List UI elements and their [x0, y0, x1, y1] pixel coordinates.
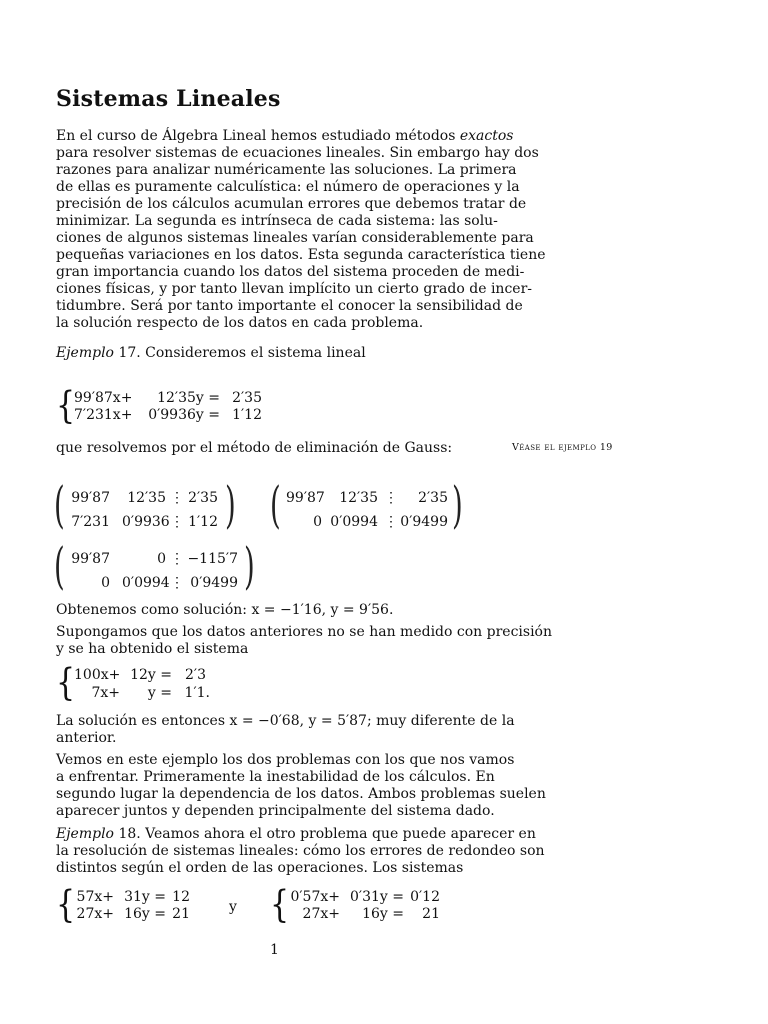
- gauss-text: que resolvemos por el método de eliminación de Gauss:: [56, 440, 453, 456]
- suppose-paragraph: Supongamos que los datos anteriores no se han medido con precisión y se ha obtenido el sistema: [56, 624, 552, 657]
- right-paren-icon: ): [452, 476, 463, 534]
- left-paren-icon: (: [270, 476, 281, 534]
- right-paren-icon: ): [244, 537, 255, 595]
- conjunction: y: [229, 899, 237, 915]
- intro-line: minimizar. La segunda es intrínseca de cada sistema: las solu-: [56, 213, 498, 229]
- page-number: 1: [270, 942, 279, 958]
- intro-line: ciones físicas, y por tanto llevan implícito un cierto grado de incer-: [56, 281, 532, 297]
- page-title: Sistemas Lineales: [56, 86, 281, 112]
- intro-line: pequeñas variaciones en los datos. Esta segunda característica tiene: [56, 247, 546, 263]
- example-17-heading: Ejemplo 17. Consideremos el sistema lineal: [56, 345, 366, 361]
- intro-line: la solución respecto de los datos en cada problema.: [56, 315, 424, 331]
- intro-line: precisión de los cálculos acumulan errores que debemos tratar de: [56, 196, 527, 212]
- left-brace-icon: {: [270, 883, 290, 927]
- left-brace-icon: {: [56, 384, 76, 428]
- intro-line: para resolver sistemas de ecuaciones lineales. Sin embargo hay dos: [56, 145, 539, 161]
- left-paren-icon: (: [54, 537, 65, 595]
- intro-line: razones para analizar numéricamente las soluciones. La primera: [56, 162, 517, 178]
- left-brace-icon: {: [56, 661, 76, 705]
- intro-line: de ellas es puramente calculística: el número de operaciones y la: [56, 179, 520, 195]
- left-brace-icon: {: [56, 883, 76, 927]
- right-paren-icon: ): [225, 476, 236, 534]
- intro-line: tidumbre. Será por tanto importante el conocer la sensibilidad de: [56, 298, 523, 314]
- intro-line: gran importancia cuando los datos del sistema proceden de medi-: [56, 264, 525, 280]
- solution-2-paragraph: La solución es entonces x = −0′68, y = 5′87; muy diferente de la anterior.: [56, 713, 515, 746]
- intro-line: En el curso de Álgebra Lineal hemos estudiado métodos exactos: [56, 128, 514, 144]
- margin-note: Véase el ejemplo 19: [512, 442, 613, 453]
- example-18-paragraph: Ejemplo 18. Veamos ahora el otro problema que puede aparecer en la resolución de sistemas lineales: cómo los errores de redondeo son distintos según el orden de las operaciones. Los sistemas: [56, 826, 545, 876]
- problems-paragraph: Vemos en este ejemplo los dos problemas con los que nos vamos a enfrentar. Primeramente la inestabilidad de los cálculos. En segundo lugar la dependencia de los datos. Ambos problemas suelen aparecer juntos y dependen principalmente del sistema dado.: [56, 752, 546, 819]
- solution-text: Obtenemos como solución: x = −1′16, y = 9′56.: [56, 602, 394, 618]
- intro-paragraph: [56, 128, 546, 332]
- left-paren-icon: (: [54, 476, 65, 534]
- document-page: Sistemas Lineales En el curso de Álgebra Lineal hemos estudiado métodos exactos para resolver sistemas de ecuaciones lineales. Sin embargo hay dos razones para analizar numéricamente las soluciones. La primera de ellas es puramente calculística: el número de operaciones y la precisión de los cálculos acumulan errores que debemos tratar de minimizar. La segunda es intrínseca de cada sistema: las solu- ciones de algunos sistemas lineales varían considerablemente para pequeñas variaciones en los datos. Esta segunda característica tiene gran importancia cuando los datos del sistema proceden de medi- ciones físicas, y por tanto llevan implícito un cierto grado de incer- tidumbre. Será por tanto importante el conocer la sensibilidad de la solución respecto de los datos en cada problema. Ejemplo 17. Consideremos el sistema lineal { 99′87x+ 12′35y = 2′35 7′231x+ 0′9936y = 1′12 que resolvemos por el método de eliminación de Gauss: Véase el ejemplo 19 ( 99′87 12′35 ⋮ 2′35 7′231 0′9936 ⋮ 1′12 ) ( 99′87 12′35 ⋮ 2′35 0 0′0994 ⋮ 0′9499 ) ( 99′87 0 ⋮ −115′7 0 0′0994 ⋮ 0′9499 ) Obtenemos como solución: x = −1′16, y = 9′56. Supongamos que los datos anteriores no se han medido con precisión y se ha obtenido el sistema { 100x+ 12y = 2′3 7x+ y = 1′1. La solución es entonces x = −0′68, y = 5′87; muy diferente de la anterior. Vemos en este ejemplo los dos problemas con los que nos vamos a enfrentar. Primeramente la inestabilidad de los cálculos. En segundo lugar la dependencia de los datos. Ambos problemas suelen aparecer juntos y dependen principalmente del sistema dado. Ejemplo 18. Veamos ahora el otro problema que puede aparecer en la resolución de sistemas lineales: cómo los errores de redondeo son distintos según el orden de las operaciones. Los sistemas { 57x+ 31y = 12 27x+ 16y = 21 y { 0′57x+ 0′31y = 0′12 27x+ 16y = 21 1: [54, 86, 613, 958]
- intro-line: ciones de algunos sistemas lineales varían considerablemente para: [56, 230, 534, 246]
